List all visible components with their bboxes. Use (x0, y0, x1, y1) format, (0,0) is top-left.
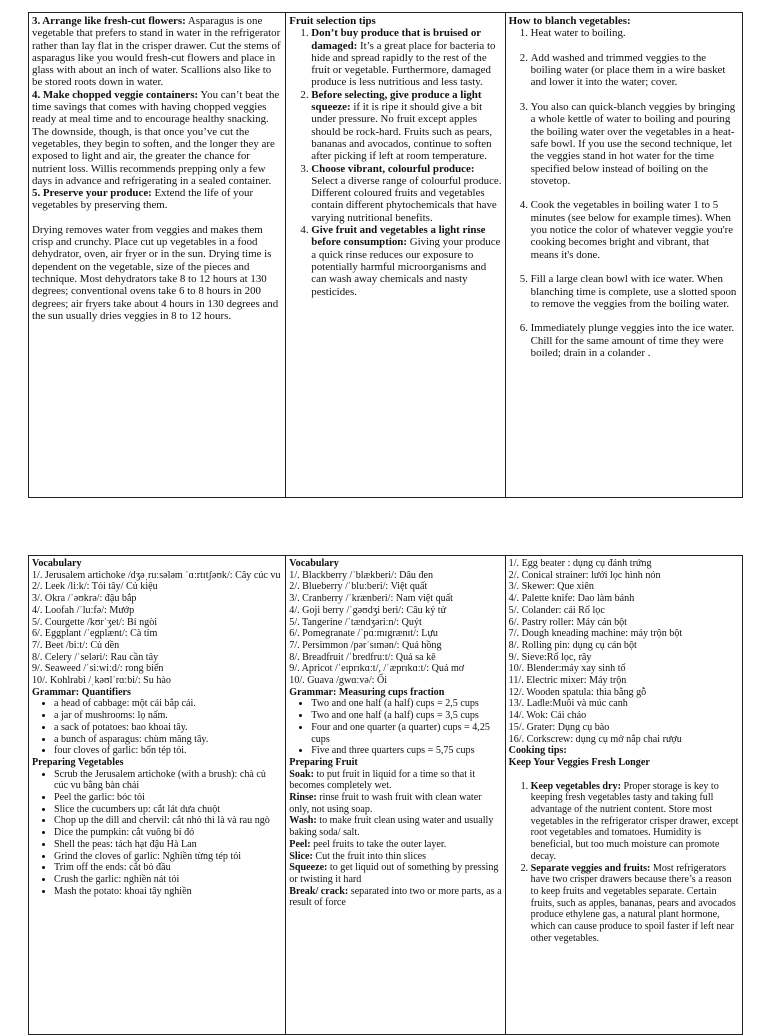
list-item: 1. Heat water to boiling. (531, 27, 739, 39)
cooking-tips-title: Cooking tips: (508, 745, 567, 757)
vocab-item: 3/. Cranberry /ˈkrænberi/: Nam việt quất (289, 593, 453, 605)
list-item: 2. Separate veggies and fruits: Most refrigerators have two crisper drawers because there’s a reason to keep fruits and vegetables separate. Certain fruits, such as apples, bananas, pears and avocados produce ethylene gas, a natural plant hormone, which can cause produce to spoil faster if left near other vegetables. (531, 863, 739, 945)
list-item: 5. Fill a large clean bowl with ice water. When blanching time is complete, use a slotted spoon to remove the veggies from the boiling water. (531, 273, 739, 310)
preparing-vegetables-list (32, 769, 282, 898)
list-item: • a head of cabbage: một cái bắp cải. (54, 698, 282, 710)
vocab-item: 1/. Blackberry /ˈblækberi/: Dâu đen (289, 569, 434, 581)
list-item: • Four and one quarter (a quarter) cups = 4,25 cups (311, 722, 501, 745)
list-item: 1. Keep vegetables dry: Proper storage is key to keeping fresh vegetables tasty and taking full advantage of the nutrient content. Store most vegetables in the refrigerator crisper drawer, except root vegetables and tomatoes. Humidity is beneficial, but too much moisture can promote decay. (531, 781, 739, 863)
blanch-column (506, 13, 742, 497)
blanch-title: How to blanch vegetables: (508, 15, 631, 27)
preparing-fruit-title: Preparing Fruit (289, 756, 358, 768)
list-item: 2. Add washed and trimmed veggies to the boiling water (or place them in a wire basket and lower it into the water; cover. (531, 52, 739, 89)
tool-item: 10/. Blender:máy xay sinh tố (508, 663, 626, 675)
grammar-title: Grammar: Measuring cups fraction (289, 686, 445, 698)
drying-paragraph: Drying removes water from veggies and makes them crisp and crunchy. Place cut up vegetables in a food dehydrator, oven, air fryer or in the sun. Drying time is dependent on the vegetable, size of the pieces and technique. Most dehydrators take 8 to 12 hours at 130 degrees; conventional ovens take 6 to 8 hours in 200 degrees; air fryers take about 4 hours in 130 degrees and the sun usually dries veggies in 8 to 12 hours. (32, 223, 279, 322)
list-item: 4. Cook the vegetables in boiling water 1 to 5 minutes (see below for example times). When you notice the color of whatever veggie you're cooking becomes bright and vibrant, that means it's done. (531, 199, 739, 260)
tool-item: 4/. Palette knife: Dao làm bánh (508, 593, 635, 605)
list-item: • Slice the cucumbers up: cắt lát dưa chuột (54, 804, 282, 816)
prep-term: Break/ crack: separated into two or more parts, as a result of force (289, 885, 502, 909)
prep-term: Squeeze: to get liquid out of something by pressing or twisting it hard (289, 862, 499, 885)
list-item: • a bunch of asparagus: chùm măng tây. (54, 734, 282, 746)
list-item: • Grind the cloves of garlic: Nghiền từng tép tỏi (54, 851, 282, 863)
list-item: • Two and one half (a half) cups = 3,5 cups (311, 710, 501, 722)
measuring-cups-list (289, 698, 501, 757)
list-item: 4. Give fruit and vegetables a light rinse before consumption: Giving your produce a quick rinse reduces our exposure to potentially harmful microorganisms and can wash away chemicals and nasty pesticides. (311, 224, 501, 298)
vocabulary-title: Vocabulary (32, 558, 82, 569)
tip-chopped: 4. Make chopped veggie containers: You can’t beat the time savings that comes with having chopped veggies ready at meal time and to encourage healthy snacking. The downside, though, is that once you’ve cut the vegetables, they begin to soften, and the longer they are exposed to light and air, the greater the chance for nutrient loss. Willis recommends prepping only a few days in advance and refrigerating in a sealed container. (32, 88, 280, 187)
tool-item: 15/. Grater: Dụng cụ bào (508, 721, 610, 733)
cooking-tips-subtitle: Keep Your Veggies Fresh Longer (508, 756, 650, 768)
vocab-item: 4/. Goji berry /ˈgəʊdʒi beri/: Câu kỷ tử (289, 604, 447, 616)
list-item: 3. Choose vibrant, colourful produce: Select a diverse range of colourful produce. Different coloured fruits and vegetables contain different phytochemicals that have varying nutritional benefits. (311, 163, 501, 224)
blanch-steps (509, 27, 739, 359)
vocab-item: 9/. Apricot /ˈeɪprɪkɑːt/, /ˈæprɪkɑːt/: Quả mơ (289, 663, 465, 675)
list-item: • Peel the garlic: bóc tỏi (54, 792, 282, 804)
list-item: • Chop up the dill and chervil: cắt nhỏ thì là và rau ngò (54, 815, 282, 827)
vocabulary-title: Vocabulary (289, 558, 339, 569)
tool-item: 6/. Pastry roller: Máy cán bột (508, 616, 627, 628)
prep-term: Slice: Cut the fruit into thin slices (289, 850, 427, 862)
preparing-vegetables-title: Preparing Vegetables (32, 756, 124, 768)
vocab-item: 7/. Beet /biːt/: Củ dền (32, 639, 120, 651)
list-item: 6. Immediately plunge veggies into the ice water. Chill for the same amount of time they were boiled; drain in a colander . (531, 322, 739, 359)
tool-item: 11/. Electric mixer: Máy trộn (508, 675, 627, 687)
vocab-item: 2/. Blueberry /ˈbluːberi/: Việt quất (289, 581, 428, 593)
vocab-item: 10/. Kohlrabi /ˌkəʊlˈrɑːbi/: Su hào (32, 675, 171, 687)
vocab-item: 6/. Pomegranate /ˈpɑːmɪgrænɪt/: Lựu (289, 628, 438, 640)
prep-term: Peel: peel fruits to take the outer layer. (289, 838, 447, 850)
tool-item: 1/. Egg beater : dụng cụ đánh trứng (508, 558, 652, 569)
vocab-item: 8/. Celery /ˈseləri/: Rau cần tây (32, 651, 159, 663)
tool-item: 5/. Colander: cái Rổ lọc (508, 604, 605, 616)
list-item: • Shell the peas: tách hạt đậu Hà Lan (54, 839, 282, 851)
vocabulary-table (28, 555, 743, 1035)
list-item: • a jar of mushrooms: lọ nấm. (54, 710, 282, 722)
vocab-item: 10/. Guava /gwɑːvə/: Ổi (289, 675, 388, 687)
tool-item: 16/. Corkscrew: dụng cụ mở nắp chai rượu (508, 733, 682, 745)
kitchen-tools-column (506, 556, 742, 1034)
fruit-selection-list (289, 27, 501, 298)
tip-preserve: 5. Preserve your produce: Extend the life of your vegetables by preserving them. (32, 187, 254, 212)
tool-item: 7/. Dough kneading machine: máy trộn bột (508, 628, 683, 640)
cooking-tips-list (509, 781, 739, 945)
tool-item: 2/. Conical strainer: lưới lọc hình nón (508, 569, 661, 581)
list-item: • Crush the garlic: nghiền nát tỏi (54, 874, 282, 886)
list-item: • Scrub the Jerusalem artichoke (with a brush): chà củ cúc vu bằng bàn chải (54, 769, 282, 792)
list-item: 1. Don’t buy produce that is bruised or damaged: It’s a great place for bacteria to hide and spread rapidly to the rest of the fruit or vegetable. Furthermore, damaged produce is less nutritious and less tasty. (311, 27, 501, 88)
tool-item: 9/. Sieve:Rổ lọc, rây (508, 651, 592, 663)
storage-tips-column (29, 13, 286, 497)
list-item: • Two and one half (a half) cups = 2,5 cups (311, 698, 501, 710)
fruit-selection-title: Fruit selection tips (289, 15, 376, 27)
prep-term: Rinse: rinse fruit to wash fruit with clean water only, not using soap. (289, 792, 482, 815)
list-item: • Five and three quarters cups = 5,75 cups (311, 745, 501, 757)
tool-item: 14/. Wok: Cái chảo (508, 710, 587, 722)
tool-item: 3/. Skewer: Que xiên (508, 581, 594, 593)
tool-item: 13/. Ladle:Muôi và múc canh (508, 698, 628, 710)
list-item: • Dice the pumpkin: cắt vuông bí đỏ (54, 827, 282, 839)
vocab-item: 4/. Loofah /ˈluːfə/: Mướp (32, 604, 135, 616)
list-item: • Mash the potato: khoai tây nghiền (54, 886, 282, 898)
tool-item: 8/. Rolling pin: dụng cụ cán bột (508, 639, 637, 651)
prep-term: Wash: to make fruit clean using water and usually baking soda/ salt. (289, 815, 494, 839)
vocab-item: 6/. Eggplant /ˈegplænt/: Cà tím (32, 628, 158, 640)
vocab-item: 7/. Persimmon /pərˈsɪmən/: Quả hồng (289, 639, 442, 651)
vocab-item: 3/. Okra /ˈəʊkrə/: đậu bắp (32, 593, 137, 605)
prep-term: Soak: to put fruit in liquid for a time so that it becomes completely wet. (289, 768, 476, 792)
vocab-item: 5/. Courgette /kʊrˈʒet/: Bí ngòi (32, 616, 158, 628)
grammar-title: Grammar: Quantifiers (32, 686, 131, 698)
vocab-item: 8/. Breadfruit /ˈbredfruːt/: Quả sa kê (289, 651, 436, 663)
quantifier-list (32, 698, 282, 757)
fruit-selection-column (286, 13, 505, 497)
fruit-vocabulary-column (286, 556, 505, 1034)
storage-tips-table (28, 12, 743, 498)
list-item: • Trim off the ends: cắt bỏ đầu (54, 862, 282, 874)
list-item: 2. Before selecting, give produce a light squeeze: if it is ripe it should give a bit under pressure. No fruit except apples should be rock-hard. Fruits such as pears, bananas and avocados, continue to soften after picking if left at room temperature. (311, 89, 501, 163)
tip-arrange: 3. Arrange like fresh-cut flowers: Asparagus is one vegetable that prefers to stand in water in the refrigerator rather than lay flat in the crisper drawer. Cut the stems of asparagus like you would fresh-cut flowers and place in glass with about an inch of water. Scallions also like to be stored roots down in water. (32, 15, 281, 89)
vegetable-vocabulary-column (29, 556, 286, 1034)
list-item: • a sack of potatoes: bao khoai tây. (54, 722, 282, 734)
vocab-item: 1/. Jerusalem artichoke /dʒəˌruːsələm ˈɑːrtɪtʃəʊk/: Cây cúc vu (32, 569, 281, 581)
vocab-item: 2/. Leek /liːk/: Tỏi tây/ Củ kiệu (32, 581, 158, 593)
vocab-item: 5/. Tangerine /ˈtændʒəriːn/: Quýt (289, 616, 422, 628)
list-item: 3. You also can quick-blanch veggies by bringing a whole kettle of water to boiling and pouring the boiling water over the vegetables in a heat-safe bowl. If you use the second technique, let the veggies stand in hot water for the time specified below instead of boiling on the stovetop. (531, 101, 739, 187)
list-item: • four cloves of garlic: bốn tép tỏi. (54, 745, 282, 757)
tool-item: 12/. Wooden spatula: thìa bằng gỗ (508, 686, 647, 698)
vocab-item: 9/. Seaweed /ˈsiːwiːd/: rong biển (32, 663, 164, 675)
